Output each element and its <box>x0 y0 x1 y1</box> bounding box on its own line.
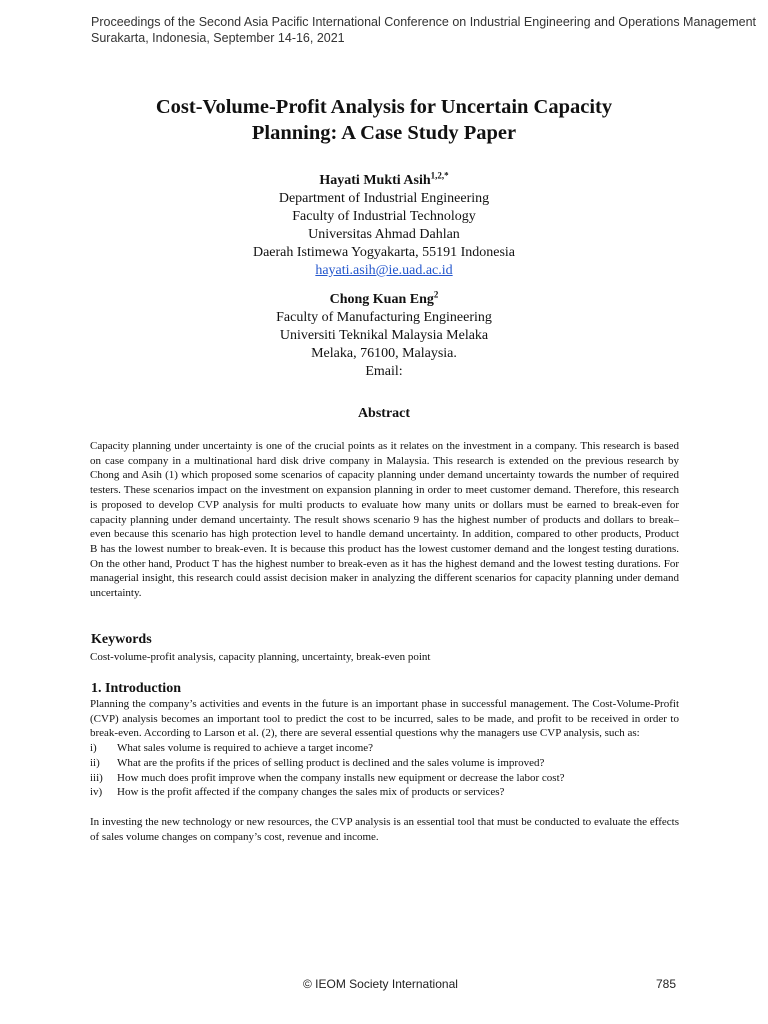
list-item-number: iv) <box>90 786 103 799</box>
author-2-email-label: Email: <box>365 364 403 379</box>
author-1-name: Hayati Mukti Asih <box>319 173 431 188</box>
title-line-1: Cost-Volume-Profit Analysis for Uncertain Capacity <box>155 96 613 118</box>
list-item-text: How much does profit improve when the company installs new equipment or decrease the labor cost? <box>117 771 565 784</box>
author-1-address: Daerah Istimewa Yogyakarta, 55191 Indonesia <box>252 245 516 260</box>
list-item <box>90 756 679 771</box>
introduction-heading: 1. Introduction <box>91 681 181 696</box>
abstract-text: Capacity planning under uncertainty is one of the crucial points as it relates on the investment in a company. This research is based on case company in a multinational hard disk drive company in Malaysia. This research is extended on the previous research by Chong and Asih (1) which proposed some scenarios of capacity planning under demand uncertainty towards the number of required testers. These scenarios impact on the investment on expansion planning in order to meet customer demand. Therefore, this research is proposed to develop CVP analysis for multi products to evaluate how many units or dollars must be earned to break-even for capacity planning under demand uncertainty. The result shows scenario 9 has the highest number of products and dollars to break–even because this scenario has high protection level to handle demand uncertainty. In addition, compared to other products, Product B has the lowest number to break-even. It is because this product has the lowest customer demand and the longest testing durations. On the other hand, Product T has the highest number to break-even as it has the highest demand and the lowest testing durations. For managerial insight, this research could assist decision maker in analyzing the different scenarios for capacity planning under demand uncertainty. <box>90 440 679 600</box>
list-item <box>90 771 679 786</box>
conference-header <box>91 14 756 46</box>
author-1-department: Department of Industrial Engineering <box>278 191 490 206</box>
author-2-name: Chong Kuan Eng <box>329 292 434 307</box>
list-item <box>90 785 679 800</box>
question-list <box>90 741 679 800</box>
paper-title <box>0 94 768 146</box>
author-block <box>0 172 768 381</box>
introduction-paragraph-2: In investing the new technology or new resources, the CVP analysis is an essential tool that must be conducted to evaluate the effects of sales volume changes on company’s cost, revenue and income. <box>90 815 679 843</box>
list-item-text: How is the profit affected if the company changes the sales mix of products or services? <box>117 786 505 799</box>
list-item-text: What sales volume is required to achieve a target income? <box>117 742 374 755</box>
author-1-email-link[interactable]: hayati.asih@ie.uad.ac.id <box>315 263 453 278</box>
keywords-heading: Keywords <box>91 632 152 647</box>
footer-copyright: © IEOM Society International <box>303 977 458 991</box>
author-2-university: Universiti Teknikal Malaysia Melaka <box>279 328 489 343</box>
author-2-faculty: Faculty of Manufacturing Engineering <box>276 310 492 325</box>
author-1 <box>0 172 768 280</box>
introduction-paragraph-1: Planning the company’s activities and events in the future is an important phase in successful management. The Cost-Volume-Profit (CVP) analysis becomes an important tool to predict the cost to be incurred, sales to be made, and profit to be received in order to break-even. According to Larson et al. (2), there are several essential questions why the managers use CVP analysis, such as: <box>90 698 679 740</box>
page-number: 785 <box>656 977 677 991</box>
list-item-number: iii) <box>90 771 103 784</box>
list-item <box>90 741 679 756</box>
author-2-address: Melaka, 76100, Malaysia. <box>311 346 457 361</box>
list-item-number: i) <box>90 742 97 755</box>
author-1-affiliation-marks: 1,2,* <box>430 170 449 181</box>
author-1-university: Universitas Ahmad Dahlan <box>308 227 460 242</box>
author-1-faculty: Faculty of Industrial Technology <box>292 209 476 224</box>
author-2-affiliation-marks: 2 <box>433 289 439 300</box>
title-line-2: Planning: A Case Study Paper <box>251 122 517 144</box>
header-line-2: Surakarta, Indonesia, September 14-16, 2021 <box>91 31 345 45</box>
keywords-text: Cost-volume-profit analysis, capacity planning, uncertainty, break-even point <box>90 651 431 663</box>
introduction-body <box>90 697 679 844</box>
list-item-number: ii) <box>90 756 100 769</box>
author-2 <box>0 291 768 381</box>
abstract-heading: Abstract <box>357 406 411 421</box>
list-item-text: What are the profits if the prices of selling product is declined and the sales volume is improved? <box>117 756 545 769</box>
header-line-1: Proceedings of the Second Asia Pacific International Conference on Industrial Engineering and Operations Management <box>91 15 757 29</box>
